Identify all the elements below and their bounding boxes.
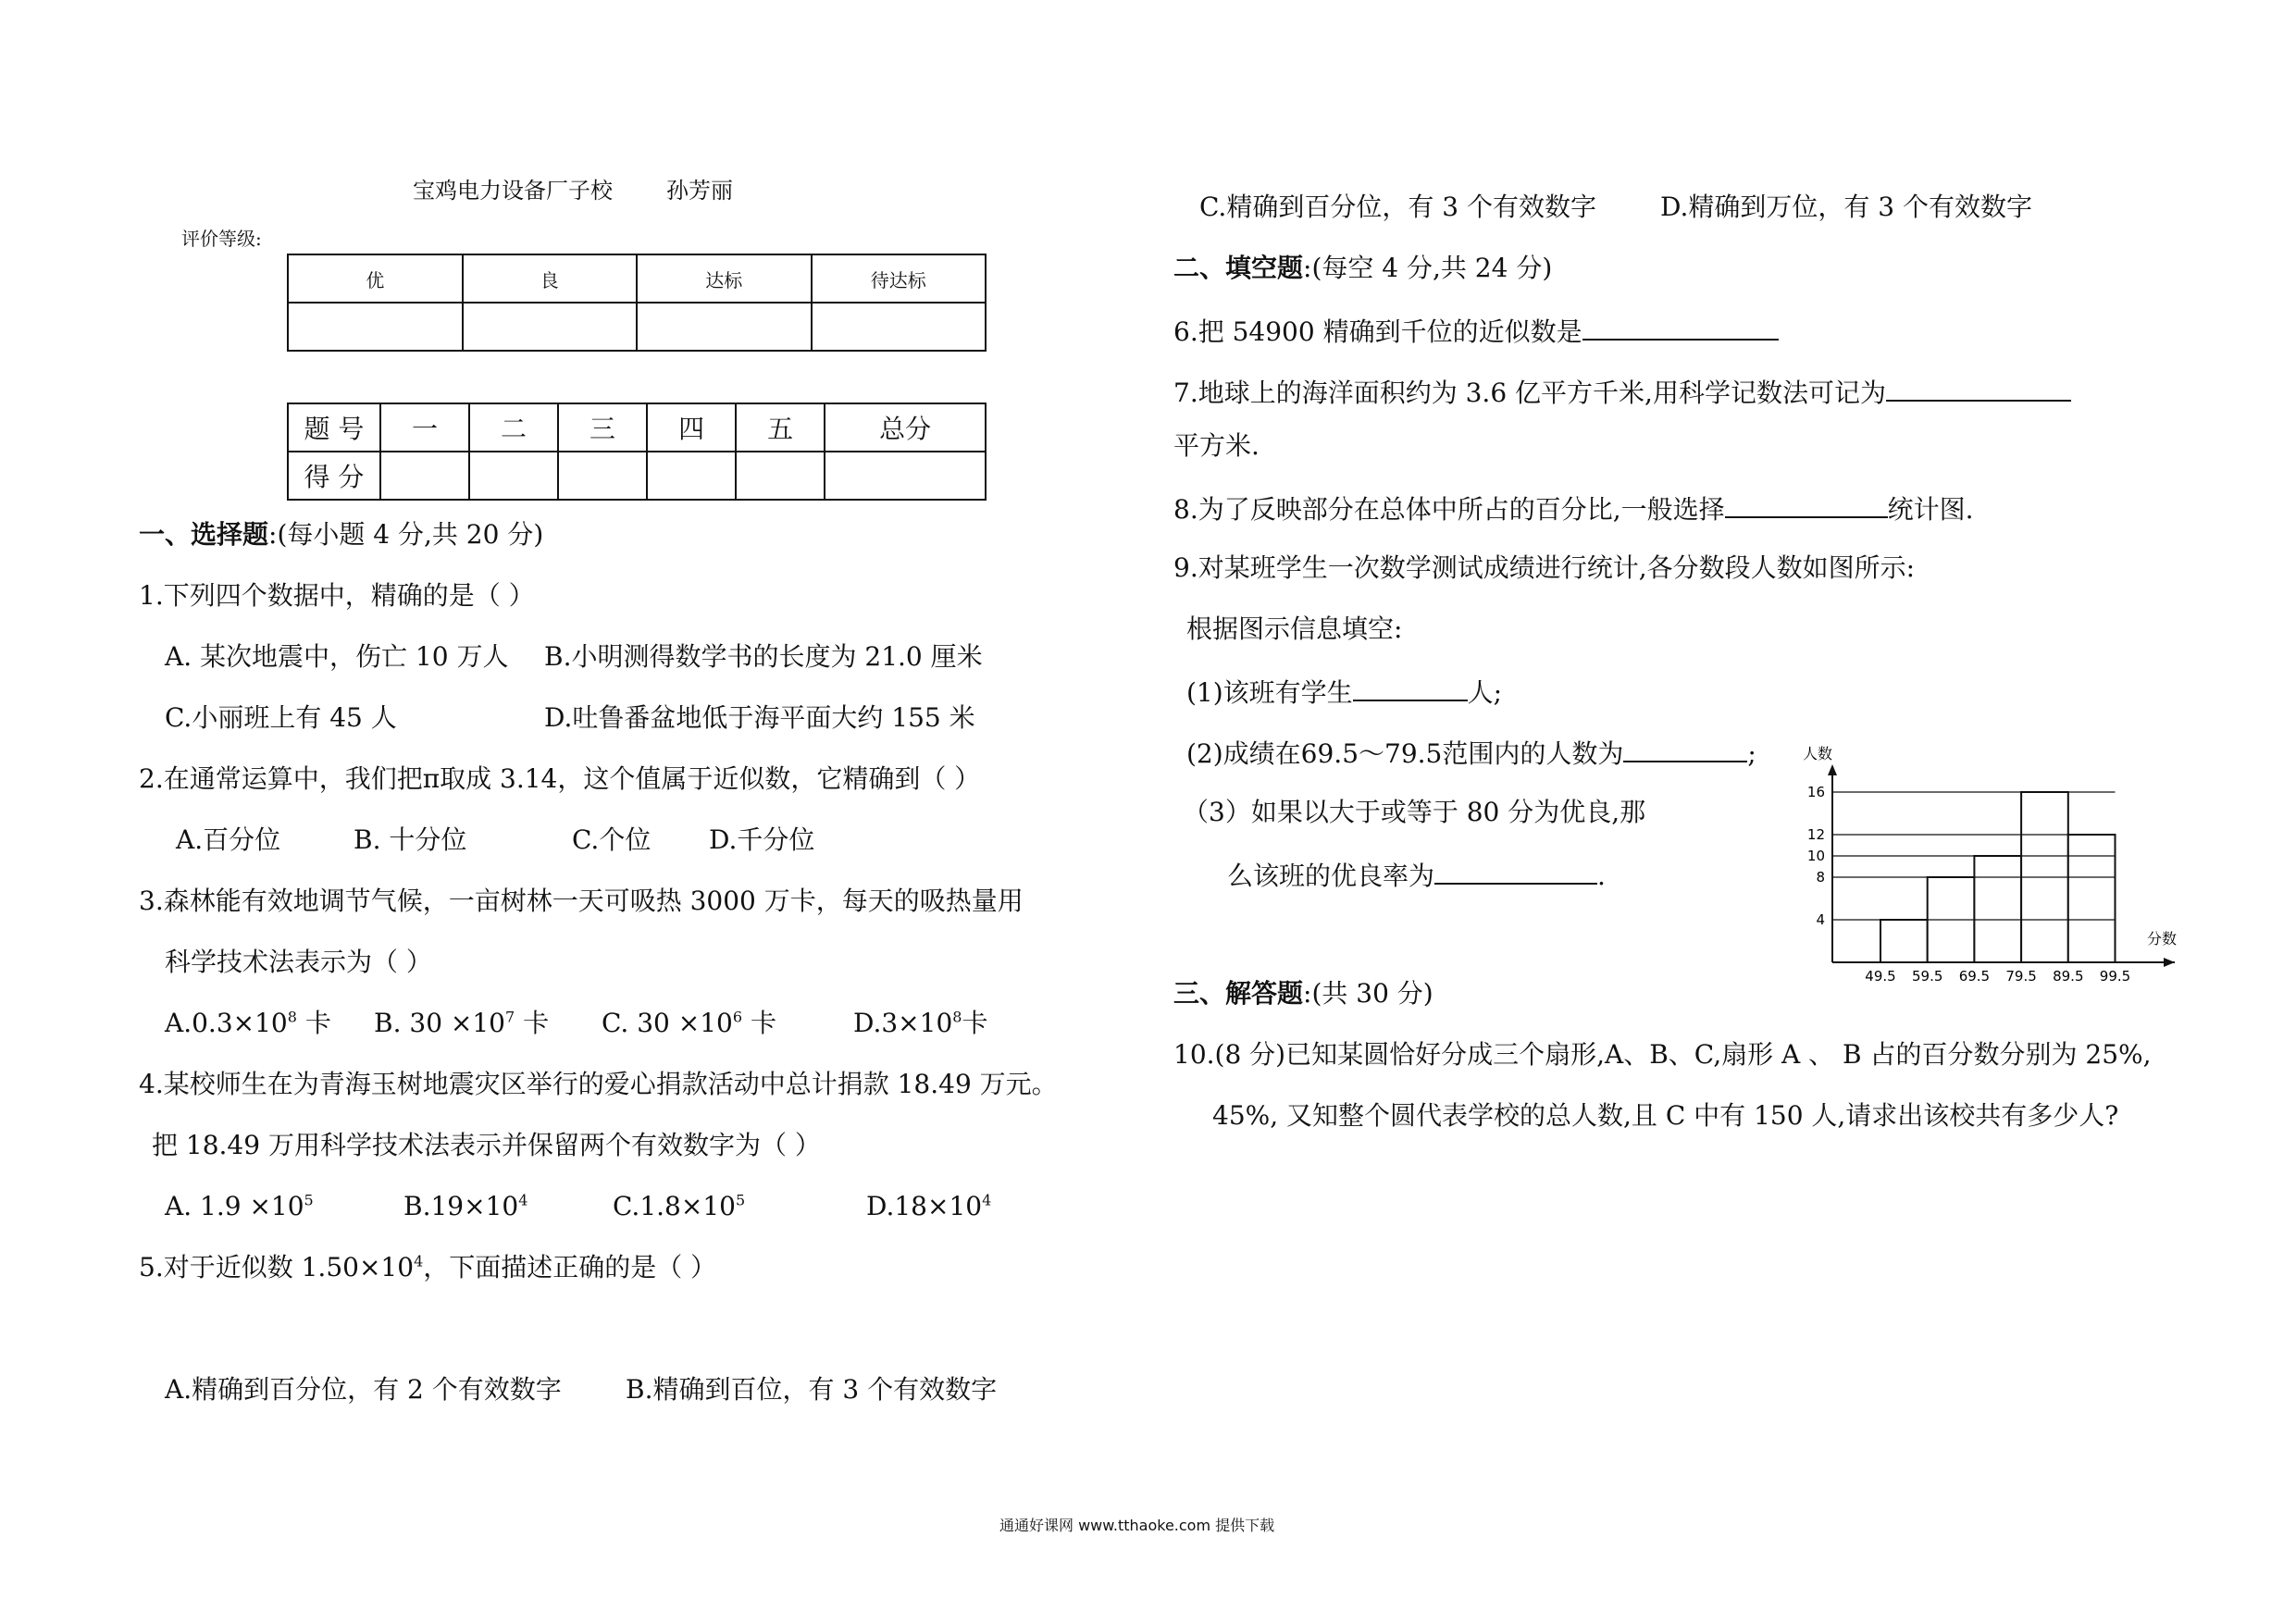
q3-stem-line-2: 科学技术法表示为（ ） bbox=[165, 947, 432, 977]
grade-pass: 达标 bbox=[637, 254, 812, 303]
score-header-4: 四 bbox=[647, 403, 736, 452]
grade-cell[interactable] bbox=[812, 303, 987, 351]
q3-b-base: B. 30 ×10 bbox=[374, 1008, 505, 1038]
q4-c-exponent: 5 bbox=[735, 1191, 746, 1209]
q4-c-base: C.1.8×10 bbox=[613, 1191, 736, 1221]
x-tick-label: 79.5 bbox=[2005, 968, 2037, 985]
grade-cell[interactable] bbox=[463, 303, 638, 351]
section-1-note: :(每小题 4 分,共 20 分) bbox=[268, 519, 544, 550]
q4-d-base: D.18×10 bbox=[866, 1191, 983, 1221]
section-1-title: 一、选择题 bbox=[139, 519, 269, 550]
q5-option-a: A.精确到百分位，有 2 个有效数字 bbox=[165, 1374, 562, 1405]
x-tick-label: 59.5 bbox=[1911, 968, 1943, 985]
q4-b-exponent: 4 bbox=[518, 1191, 528, 1209]
score-row-label: 得 分 bbox=[288, 452, 380, 500]
q6-question bbox=[1173, 311, 1779, 351]
score-cell[interactable] bbox=[380, 452, 469, 500]
section-3-heading bbox=[1173, 975, 1433, 1012]
q9-part-3-line-2 bbox=[1227, 855, 1606, 895]
q4-a-base: A. 1.9 ×10 bbox=[165, 1191, 304, 1221]
q8-text-end: 统计图. bbox=[1887, 494, 1974, 525]
histogram-bar bbox=[1880, 920, 1928, 962]
section-2-note: :(每空 4 分,共 24 分) bbox=[1303, 253, 1553, 283]
q3-stem-line-1: 3.森林能有效地调节气候，一亩树林一天可吸热 3000 万卡，每天的吸热量用 bbox=[139, 886, 1024, 916]
q3-c-unit: 卡 bbox=[742, 1008, 776, 1038]
q9-part-1 bbox=[1186, 672, 1502, 712]
q9-part-3-blank[interactable] bbox=[1434, 855, 1597, 885]
score-cell[interactable] bbox=[647, 452, 736, 500]
q1-option-d: D.吐鲁番盆地低于海平面大约 155 米 bbox=[544, 702, 975, 733]
grade-cell[interactable] bbox=[637, 303, 812, 351]
q7-text: 7.地球上的海洋面积约为 3.6 亿平方千米,用科学记数法可记为 bbox=[1173, 378, 1886, 408]
q2-stem: 2.在通常运算中，我们把π取成 3.14，这个值属于近似数，它精确到（ ） bbox=[139, 763, 981, 794]
q9-part-2 bbox=[1186, 733, 1756, 773]
score-header-1: 一 bbox=[380, 403, 469, 452]
q3-option-d bbox=[853, 1005, 987, 1042]
grade-pending: 待达标 bbox=[812, 254, 987, 303]
q3-option-a bbox=[165, 1005, 331, 1042]
q10-line-2: 45%, 又知整个圆代表学校的总人数,且 C 中有 150 人,请求出该校共有多少人? bbox=[1212, 1100, 2119, 1131]
score-table bbox=[287, 403, 987, 501]
x-tick-label: 49.5 bbox=[1865, 968, 1896, 985]
q6-answer-blank[interactable] bbox=[1582, 311, 1779, 341]
q5-option-c: C.精确到百分位，有 3 个有效数字 bbox=[1199, 192, 1596, 222]
q8-question bbox=[1173, 489, 1974, 528]
q4-option-a bbox=[165, 1188, 314, 1225]
grade-excellent: 优 bbox=[288, 254, 463, 303]
q9-part-2-blank[interactable] bbox=[1623, 733, 1747, 762]
score-cell[interactable] bbox=[825, 452, 986, 500]
x-tick-label: 69.5 bbox=[1958, 968, 1991, 985]
author-name: 孙芳丽 bbox=[666, 178, 733, 204]
q2-option-c: C.个位 bbox=[572, 824, 652, 855]
score-cell[interactable] bbox=[736, 452, 825, 500]
section-1-heading bbox=[139, 516, 543, 553]
score-header-2: 二 bbox=[469, 403, 558, 452]
y-tick-label: 8 bbox=[1816, 869, 1825, 886]
section-2-title: 二、填空题 bbox=[1173, 253, 1304, 283]
q9-part-3-end: . bbox=[1597, 861, 1606, 891]
q1-stem: 1.下列四个数据中，精确的是（ ） bbox=[139, 580, 535, 611]
score-header-total: 总分 bbox=[825, 403, 986, 452]
q4-option-d bbox=[866, 1188, 991, 1225]
q4-d-exponent: 4 bbox=[982, 1191, 992, 1209]
q2-option-b: B. 十分位 bbox=[354, 824, 467, 855]
q3-option-c bbox=[602, 1005, 776, 1042]
q4-b-base: B.19×10 bbox=[403, 1191, 519, 1221]
q5-option-b: B.精确到百位，有 3 个有效数字 bbox=[626, 1374, 998, 1405]
q3-a-base: A.0.3×10 bbox=[165, 1008, 288, 1038]
grade-cell[interactable] bbox=[288, 303, 463, 351]
q3-option-b bbox=[374, 1005, 549, 1042]
q5-stem-rest: ，下面描述正确的是（ ） bbox=[423, 1252, 717, 1282]
q3-a-unit: 卡 bbox=[296, 1008, 331, 1038]
x-tick-label: 89.5 bbox=[2053, 968, 2084, 985]
score-cell[interactable] bbox=[558, 452, 647, 500]
footer-credit: 通通好课网 www.tthaoke.com 提供下载 bbox=[999, 1517, 1275, 1534]
score-header-label: 题 号 bbox=[288, 403, 380, 452]
school-name: 宝鸡电力设备厂子校 bbox=[413, 178, 613, 204]
q4-stem-line-2: 把 18.49 万用科学技术法表示并保留两个有效数字为（ ） bbox=[152, 1130, 821, 1160]
q4-option-b bbox=[403, 1188, 527, 1225]
section-3-note: :(共 30 分) bbox=[1303, 978, 1433, 1009]
q3-a-exponent: 8 bbox=[287, 1008, 297, 1026]
q3-d-base: D.3×10 bbox=[853, 1008, 953, 1038]
grade-good: 良 bbox=[463, 254, 638, 303]
q1-option-c: C.小丽班上有 45 人 bbox=[165, 702, 397, 733]
q8-text: 8.为了反映部分在总体中所占的百分比,一般选择 bbox=[1173, 494, 1725, 525]
score-cell[interactable] bbox=[469, 452, 558, 500]
q9-part-1-text: (1)该班有学生 bbox=[1186, 677, 1353, 708]
q9-part-2-text: (2)成绩在69.5～79.5范围内的人数为 bbox=[1186, 738, 1624, 769]
q8-answer-blank[interactable] bbox=[1725, 489, 1888, 518]
section-3-title: 三、解答题 bbox=[1173, 978, 1304, 1009]
q7-answer-blank[interactable] bbox=[1886, 372, 2071, 402]
y-tick-label: 10 bbox=[1806, 848, 1825, 864]
q9-stem: 9.对某班学生一次数学测试成绩进行统计,各分数段人数如图所示: bbox=[1173, 552, 1916, 583]
y-tick-label: 12 bbox=[1806, 826, 1825, 843]
q9-part-3-line-1: （3）如果以大于或等于 80 分为优良,那 bbox=[1183, 797, 1646, 827]
q9-part-3-text: 么该班的优良率为 bbox=[1227, 861, 1435, 891]
y-tick-label: 4 bbox=[1816, 911, 1825, 928]
q7-question bbox=[1173, 372, 2071, 412]
x-tick-label: 99.5 bbox=[2099, 968, 2131, 985]
histogram-bar bbox=[2068, 835, 2116, 962]
score-header-3: 三 bbox=[558, 403, 647, 452]
q9-part-1-end: 人; bbox=[1467, 677, 1503, 708]
q3-b-exponent: 7 bbox=[505, 1008, 515, 1026]
q5-stem bbox=[139, 1249, 716, 1286]
q2-option-d: D.千分位 bbox=[709, 824, 815, 855]
q5-stem-base: 5.对于近似数 1.50×10 bbox=[139, 1252, 415, 1282]
q3-c-base: C. 30 ×10 bbox=[602, 1008, 733, 1038]
q1-option-b: B.小明测得数学书的长度为 21.0 厘米 bbox=[544, 641, 983, 672]
q5-option-d: D.精确到万位，有 3 个有效数字 bbox=[1660, 192, 2032, 222]
score-histogram bbox=[1795, 740, 2184, 999]
y-axis-arrow bbox=[1828, 764, 1837, 775]
q9-part-2-end: ; bbox=[1747, 738, 1756, 769]
score-header-5: 五 bbox=[736, 403, 825, 452]
q1-option-a: A. 某次地震中，伤亡 10 万人 bbox=[165, 641, 509, 672]
q9-part-1-blank[interactable] bbox=[1353, 672, 1468, 701]
q4-option-c bbox=[613, 1188, 745, 1225]
x-axis-label: 分数 bbox=[2147, 930, 2178, 948]
q9-lead: 根据图示信息填空: bbox=[1186, 613, 1403, 644]
x-axis-arrow bbox=[2164, 958, 2175, 967]
section-2-heading bbox=[1173, 250, 1552, 287]
q3-d-exponent: 8 bbox=[952, 1008, 962, 1026]
q3-d-unit: 卡 bbox=[962, 1008, 988, 1038]
q6-text: 6.把 54900 精确到千位的近似数是 bbox=[1173, 316, 1582, 347]
q10-line-1: 10.(8 分)已知某圆恰好分成三个扇形,A、B、C,扇形 A 、 B 占的百分数分别为 25%, bbox=[1173, 1039, 2152, 1070]
q4-stem-line-1: 4.某校师生在为青海玉树地震灾区举行的爱心捐款活动中总计捐款 18.49 万元。 bbox=[139, 1069, 1058, 1099]
q5-stem-exponent: 4 bbox=[414, 1252, 424, 1270]
q3-c-exponent: 6 bbox=[732, 1008, 743, 1026]
histogram-bar bbox=[1974, 856, 2021, 962]
rating-table bbox=[287, 254, 987, 352]
rating-label: 评价等级: bbox=[181, 228, 262, 250]
y-tick-label: 16 bbox=[1806, 784, 1825, 800]
q3-b-unit: 卡 bbox=[515, 1008, 550, 1038]
q4-a-exponent: 5 bbox=[304, 1191, 314, 1209]
q2-option-a: A.百分位 bbox=[176, 824, 281, 855]
y-axis-label: 人数 bbox=[1803, 745, 1833, 762]
q7-continuation: 平方米. bbox=[1173, 430, 1260, 461]
